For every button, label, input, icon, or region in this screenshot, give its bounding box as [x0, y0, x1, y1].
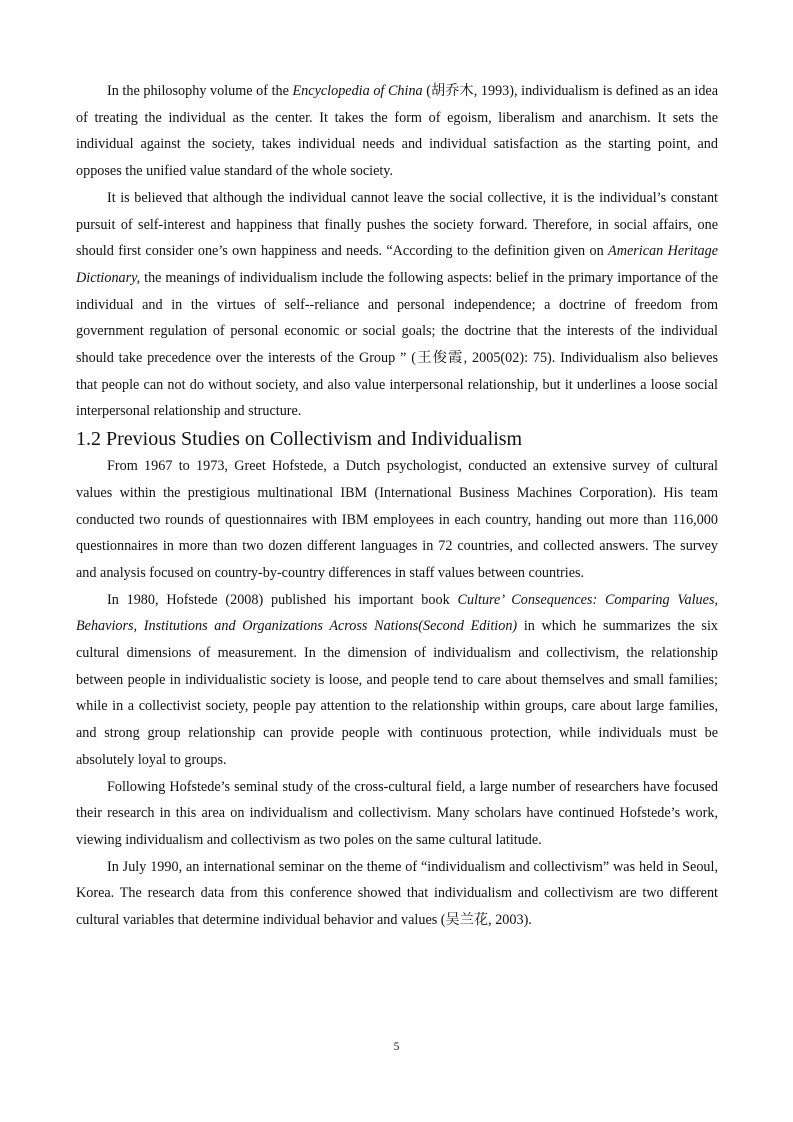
italic-title: American Heritage Dictionary,	[76, 243, 719, 286]
italic-title: Encyclopedia of China	[292, 83, 423, 99]
paragraph-p1	[76, 78, 718, 185]
text-run: in which he summarizes the six cultural dimensions of measurement. In the dimension of individualism and collectivism, the relationship between people in individualistic society is loose, and people tend to care about themselves and small families; while in a collectivist society, people pay attention to the relationship within groups, care about large families, and strong group relationship can provide people with continuous protection, while individuals must be absolutely loyal to groups.	[76, 618, 718, 768]
text-run: the meanings of individualism include the following aspects: belief in the primary importance of the individual and in the virtues of self--reliance and personal independence; a doctrine of freedom from government regulation of personal economic or social goals; the doctrine that the interests of the individual should take precedence over the interests of the Group ” (王俊霞, 2005(02): 75). Individualism also believes that people can not do without society, and also value interpersonal relationship, but it underlines a loose social interpersonal relationship and structure.	[76, 269, 718, 420]
text-run: In July 1990, an international seminar on the theme of “individualism and collectivism” was held in Seoul, Korea. The research data from this conference showed that individualism and collectivism are two different cultural variables that determine individual behavior and values (吴兰花, 2003).	[76, 858, 718, 929]
text-run: From 1967 to 1973, Greet Hofstede, a Dutch psychologist, conducted an extensive survey of cultural values within the prestigious multinational IBM (International Business Machines Corporation). His team conducted two rounds of questionnaires with IBM employees in each country, handing out more than 116,000 questionnaires in more than two dozen different languages in 72 countries, and collected answers. The survey and analysis focused on country-by-country differences in staff values between countries.	[76, 458, 718, 581]
intro-paragraphs	[76, 78, 718, 425]
text-run: Following Hofstede’s seminal study of the cross-cultural field, a large number of researchers have focused their research in this area on individualism and collectivism. Many scholars have continued Hofstede’s work, viewing individualism and collectivism as two poles on the same cultural latitude.	[76, 778, 718, 848]
paragraph-p6	[76, 854, 718, 934]
text-run: It is believed that although the individual cannot leave the social collective, it is the individual’s constant pursuit of self-interest and happiness that finally pushes the society forward. Therefore, in social affairs, one should first consider one’s own happiness and needs. “According to the definition given on	[76, 189, 718, 260]
paragraph-p3	[76, 453, 718, 587]
paragraph-p4	[76, 587, 718, 774]
paragraph-p5	[76, 774, 718, 854]
text-run: In 1980, Hofstede (2008) published his important book	[107, 591, 458, 608]
paragraph-p2	[76, 185, 718, 425]
page-number: 5	[393, 1041, 400, 1053]
body-text	[76, 78, 718, 934]
italic-title: Culture’ Consequences: Comparing Values, Behaviors, Institutions and Organizations Across Nations(Second Edition)	[76, 591, 719, 635]
section-paragraphs	[76, 453, 718, 934]
text-run: (胡乔木, 1993), individualism is defined as an idea of treating the individual as the center. It takes the form of egoism, liberalism and anarchism. It sets the individual against the society, takes individual needs and individual satisfaction as the starting point, and opposes the unified value standard of the whole society.	[76, 83, 719, 180]
section-heading: 1.2 Previous Studies on Collectivism and Individualism	[76, 428, 523, 451]
text-run: In the philosophy volume of the	[107, 83, 293, 99]
